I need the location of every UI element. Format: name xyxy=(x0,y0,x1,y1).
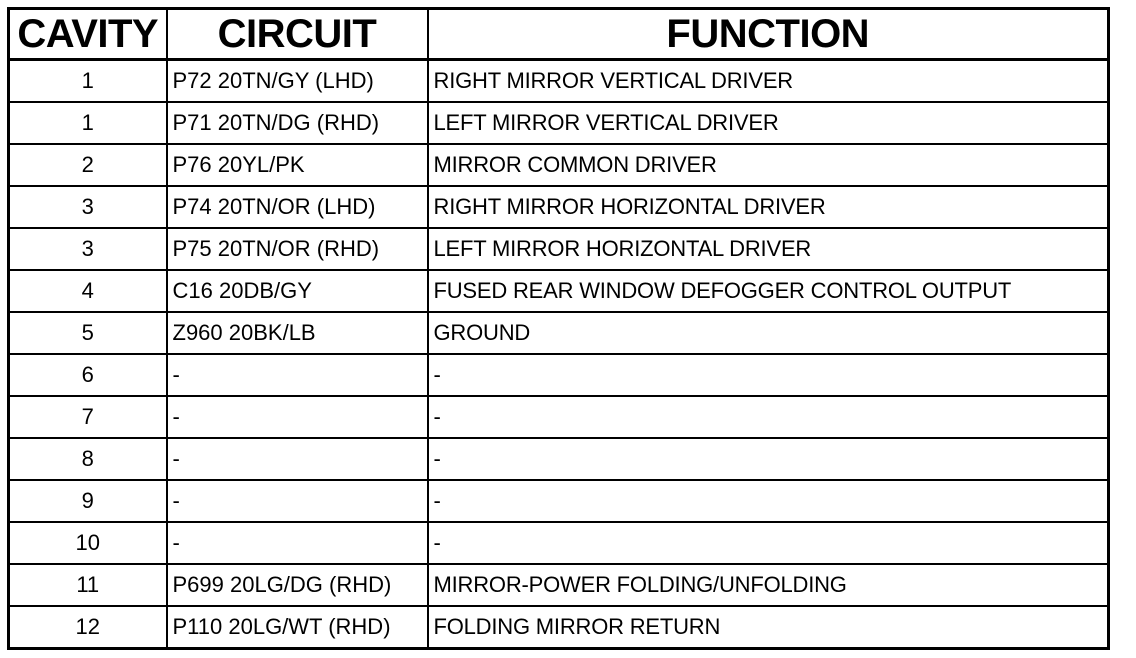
cavity-cell: 3 xyxy=(9,186,167,228)
table-row xyxy=(9,606,1109,649)
function-cell: - xyxy=(428,522,1109,564)
cavity-cell: 12 xyxy=(9,606,167,649)
circuit-cell: P110 20LG/WT (RHD) xyxy=(167,606,428,649)
circuit-cell: - xyxy=(167,438,428,480)
function-cell: RIGHT MIRROR HORIZONTAL DRIVER xyxy=(428,186,1109,228)
circuit-cell: P699 20LG/DG (RHD) xyxy=(167,564,428,606)
cavity-cell: 3 xyxy=(9,228,167,270)
cavity-cell: 11 xyxy=(9,564,167,606)
table-row xyxy=(9,144,1109,186)
circuit-cell: P72 20TN/GY (LHD) xyxy=(167,60,428,103)
circuit-cell: - xyxy=(167,522,428,564)
function-cell: - xyxy=(428,438,1109,480)
header-cavity: CAVITY xyxy=(9,9,167,60)
circuit-cell: - xyxy=(167,480,428,522)
cavity-cell: 8 xyxy=(9,438,167,480)
circuit-cell: P71 20TN/DG (RHD) xyxy=(167,102,428,144)
table-row xyxy=(9,480,1109,522)
table-row xyxy=(9,186,1109,228)
cavity-cell: 1 xyxy=(9,102,167,144)
function-cell: - xyxy=(428,396,1109,438)
header-function: FUNCTION xyxy=(428,9,1109,60)
cavity-cell: 1 xyxy=(9,60,167,103)
cavity-cell: 6 xyxy=(9,354,167,396)
cavity-cell: 9 xyxy=(9,480,167,522)
circuit-cell: P74 20TN/OR (LHD) xyxy=(167,186,428,228)
cavity-cell: 10 xyxy=(9,522,167,564)
table-row xyxy=(9,354,1109,396)
cavity-cell: 5 xyxy=(9,312,167,354)
function-cell: FUSED REAR WINDOW DEFOGGER CONTROL OUTPUT xyxy=(428,270,1109,312)
table-row xyxy=(9,228,1109,270)
pinout-table xyxy=(7,7,1110,650)
function-cell: MIRROR-POWER FOLDING/UNFOLDING xyxy=(428,564,1109,606)
table-row xyxy=(9,102,1109,144)
table-row xyxy=(9,438,1109,480)
table-row xyxy=(9,564,1109,606)
function-cell: FOLDING MIRROR RETURN xyxy=(428,606,1109,649)
cavity-cell: 7 xyxy=(9,396,167,438)
table-row xyxy=(9,60,1109,103)
circuit-cell: - xyxy=(167,354,428,396)
function-cell: - xyxy=(428,354,1109,396)
header-row xyxy=(9,9,1109,60)
circuit-cell: C16 20DB/GY xyxy=(167,270,428,312)
circuit-cell: P75 20TN/OR (RHD) xyxy=(167,228,428,270)
function-cell: - xyxy=(428,480,1109,522)
cavity-cell: 4 xyxy=(9,270,167,312)
circuit-cell: P76 20YL/PK xyxy=(167,144,428,186)
circuit-cell: Z960 20BK/LB xyxy=(167,312,428,354)
function-cell: MIRROR COMMON DRIVER xyxy=(428,144,1109,186)
cavity-cell: 2 xyxy=(9,144,167,186)
header-circuit: CIRCUIT xyxy=(167,9,428,60)
function-cell: LEFT MIRROR VERTICAL DRIVER xyxy=(428,102,1109,144)
function-cell: GROUND xyxy=(428,312,1109,354)
function-cell: LEFT MIRROR HORIZONTAL DRIVER xyxy=(428,228,1109,270)
function-cell: RIGHT MIRROR VERTICAL DRIVER xyxy=(428,60,1109,103)
table-row xyxy=(9,270,1109,312)
table-row xyxy=(9,312,1109,354)
table-row xyxy=(9,396,1109,438)
table-row xyxy=(9,522,1109,564)
circuit-cell: - xyxy=(167,396,428,438)
